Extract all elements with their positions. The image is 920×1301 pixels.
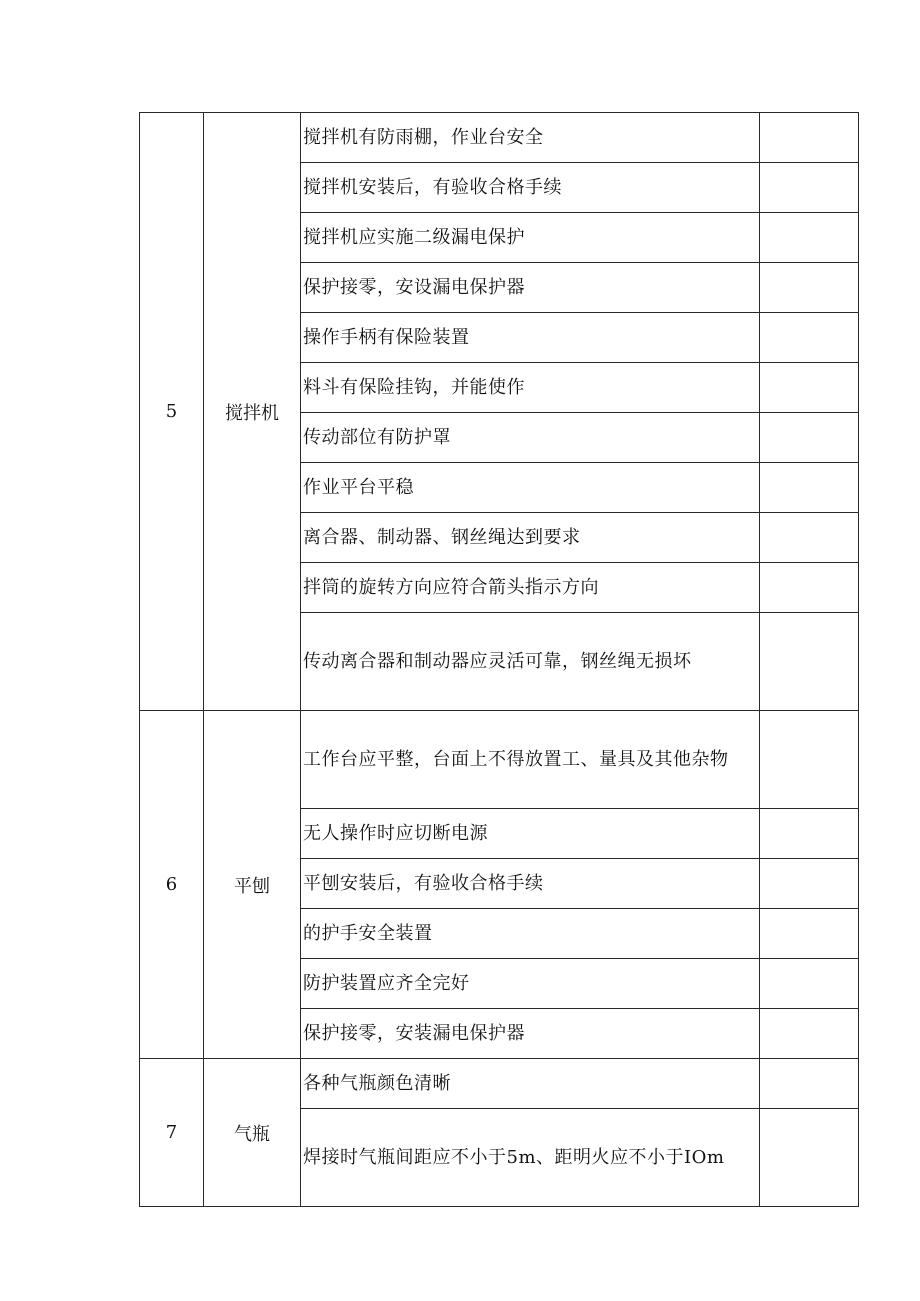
check-item: 的护手安全装置 (301, 909, 760, 959)
check-item: 拌筒的旋转方向应符合箭头指示方向 (301, 563, 760, 613)
check-item: 料斗有保险挂钩，并能使作 (301, 363, 760, 413)
result-cell (760, 1059, 859, 1109)
section-name: 搅拌机 (204, 113, 301, 711)
result-cell (760, 809, 859, 859)
result-cell (760, 463, 859, 513)
check-item: 工作台应平整，台面上不得放置工、量具及其他杂物 (301, 711, 760, 809)
check-item: 传动离合器和制动器应灵活可靠，钢丝绳无损坏 (301, 613, 760, 711)
result-cell (760, 513, 859, 563)
result-cell (760, 163, 859, 213)
table-row (140, 113, 859, 163)
table-row (140, 1059, 859, 1109)
check-item: 搅拌机应实施二级漏电保护 (301, 213, 760, 263)
check-item: 保护接零，安设漏电保护器 (301, 263, 760, 313)
table-row (140, 711, 859, 809)
result-cell (760, 711, 859, 809)
result-cell (760, 313, 859, 363)
result-cell (760, 113, 859, 163)
section-name: 平刨 (204, 711, 301, 1059)
result-cell (760, 213, 859, 263)
section-number: 5 (140, 113, 204, 711)
check-item: 作业平台平稳 (301, 463, 760, 513)
check-item: 平刨安装后，有验收合格手续 (301, 859, 760, 909)
result-cell (760, 363, 859, 413)
check-item: 搅拌机安装后，有验收合格手续 (301, 163, 760, 213)
section-name: 气瓶 (204, 1059, 301, 1207)
check-item: 无人操作时应切断电源 (301, 809, 760, 859)
result-cell (760, 959, 859, 1009)
check-item: 搅拌机有防雨棚，作业台安全 (301, 113, 760, 163)
result-cell (760, 1009, 859, 1059)
result-cell (760, 613, 859, 711)
result-cell (760, 859, 859, 909)
result-cell (760, 413, 859, 463)
section-number: 6 (140, 711, 204, 1059)
check-item: 离合器、制动器、钢丝绳达到要求 (301, 513, 760, 563)
check-item: 保护接零，安装漏电保护器 (301, 1009, 760, 1059)
result-cell (760, 263, 859, 313)
check-item: 防护装置应齐全完好 (301, 959, 760, 1009)
check-item: 焊接时气瓶间距应不小于5m、距明火应不小于IOm (301, 1109, 760, 1207)
safety-checklist-table (139, 112, 859, 1207)
check-item: 操作手柄有保险装置 (301, 313, 760, 363)
result-cell (760, 909, 859, 959)
section-number: 7 (140, 1059, 204, 1207)
result-cell (760, 563, 859, 613)
check-item: 传动部位有防护罩 (301, 413, 760, 463)
result-cell (760, 1109, 859, 1207)
check-item: 各种气瓶颜色清晰 (301, 1059, 760, 1109)
